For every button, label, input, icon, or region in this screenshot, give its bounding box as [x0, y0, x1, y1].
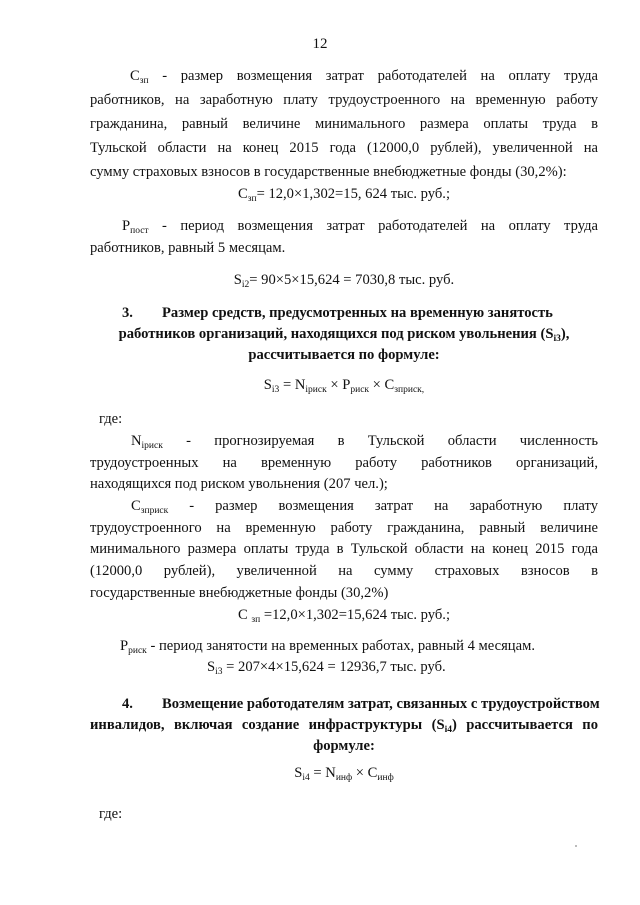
p-risk-definition: $P_{риск}$ - период занятости на временных работах, равный 4 месяцам.	[120, 638, 535, 656]
n-risk-definition-line-3: находящихся под риском увольнения (207 чел.);	[90, 476, 388, 492]
section-3-number: 3.	[122, 305, 133, 321]
n-risk-definition-line-2: трудоустроенных на временную работу работников организаций,	[90, 455, 598, 471]
formula-c-zp: $C_{зп}= 12,0\times 1,302=15$, 624 тыс. руб.;	[237, 186, 451, 204]
section-4-heading-line-2: инвалидов, включая создание инфраструктуры $(S_{i4})$ рассчитывается по	[90, 717, 598, 735]
c-zp-definition-line-3: гражданина, равный величине минимального размера оплаты труда в	[90, 116, 598, 132]
c-risk-definition-line-1: $C_{зприск}$ - размер возмещения затрат на заработную плату	[131, 498, 598, 516]
section-3-heading-line-2: работников организаций, находящихся под риском увольнения $(S_{i3})$,	[118, 326, 570, 344]
section-4-heading-line-3: формуле:	[313, 738, 375, 754]
c-risk-definition-line-2: трудоустроенного на временную работу гражданина, равный величине	[90, 520, 598, 536]
c-zp-definition-line-2: работников, на заработную плату трудоустроенного на временную работу	[90, 92, 598, 108]
section-3-heading-line-1: 3. Размер средств, предусмотренных на временную занятость	[122, 305, 553, 321]
page-number: 12	[312, 36, 328, 52]
c-zp-definition-line-1: $C_{зп}$ - размер возмещения затрат работодателей на оплату труда	[130, 68, 598, 86]
formula-s-i2: $S_{i2}= 90\times 5\times 15,624 = 7030,8$ тыс. руб.	[233, 272, 455, 290]
c-zp-definition-line-5: сумму страховых взносов в государственные внебюджетные фонды (30,2%):	[90, 164, 567, 180]
formula-c-zp-2: C $_{зп}$ =12,0×1,302=15,624 тыс. руб.;	[237, 607, 451, 625]
where-label-2: где:	[99, 806, 123, 822]
where-label-1: где:	[99, 411, 123, 427]
p-post-definition-line-2: работников, равный 5 месяцам.	[90, 240, 286, 256]
c-risk-definition-line-4: (12000,0 рублей), увеличенной на сумму страховых взносов в	[90, 563, 598, 579]
formula-s-i3-result: $S_{i3} = 207\times 4\times 15,624 = 12936,7$ тыс. руб.	[207, 659, 446, 677]
p-post-definition-line-1: $P_{пост}$ - период возмещения затрат работодателей на оплату труда	[122, 218, 598, 236]
scan-speck	[575, 845, 577, 847]
section-4-number: 4.	[122, 696, 133, 712]
formula-s-i4: $S_{i4} = N_{инф} \times C_{инф}$	[294, 765, 394, 783]
n-risk-definition-line-1: $N_{iриск}$ - прогнозируемая в Тульской области численность	[131, 433, 598, 451]
section-4-heading-line-1: 4. Возмещение работодателям затрат, связанных с трудоустройством	[122, 696, 600, 712]
c-risk-definition-line-5: государственные внебюджетные фонды (30,2%)	[90, 585, 389, 601]
formula-s-i3: $S_{i3} = N_{iриск} \times P_{риск} \times C_{зприск,}$	[263, 377, 425, 395]
c-zp-definition-line-4: Тульской области на конец 2015 года (12000,0 рублей), увеличенной на	[90, 140, 598, 156]
c-risk-definition-line-3: минимального размера оплаты труда в Тульской области на конец 2015 года	[90, 541, 598, 557]
section-3-heading-line-3: рассчитывается по формуле:	[248, 347, 440, 363]
